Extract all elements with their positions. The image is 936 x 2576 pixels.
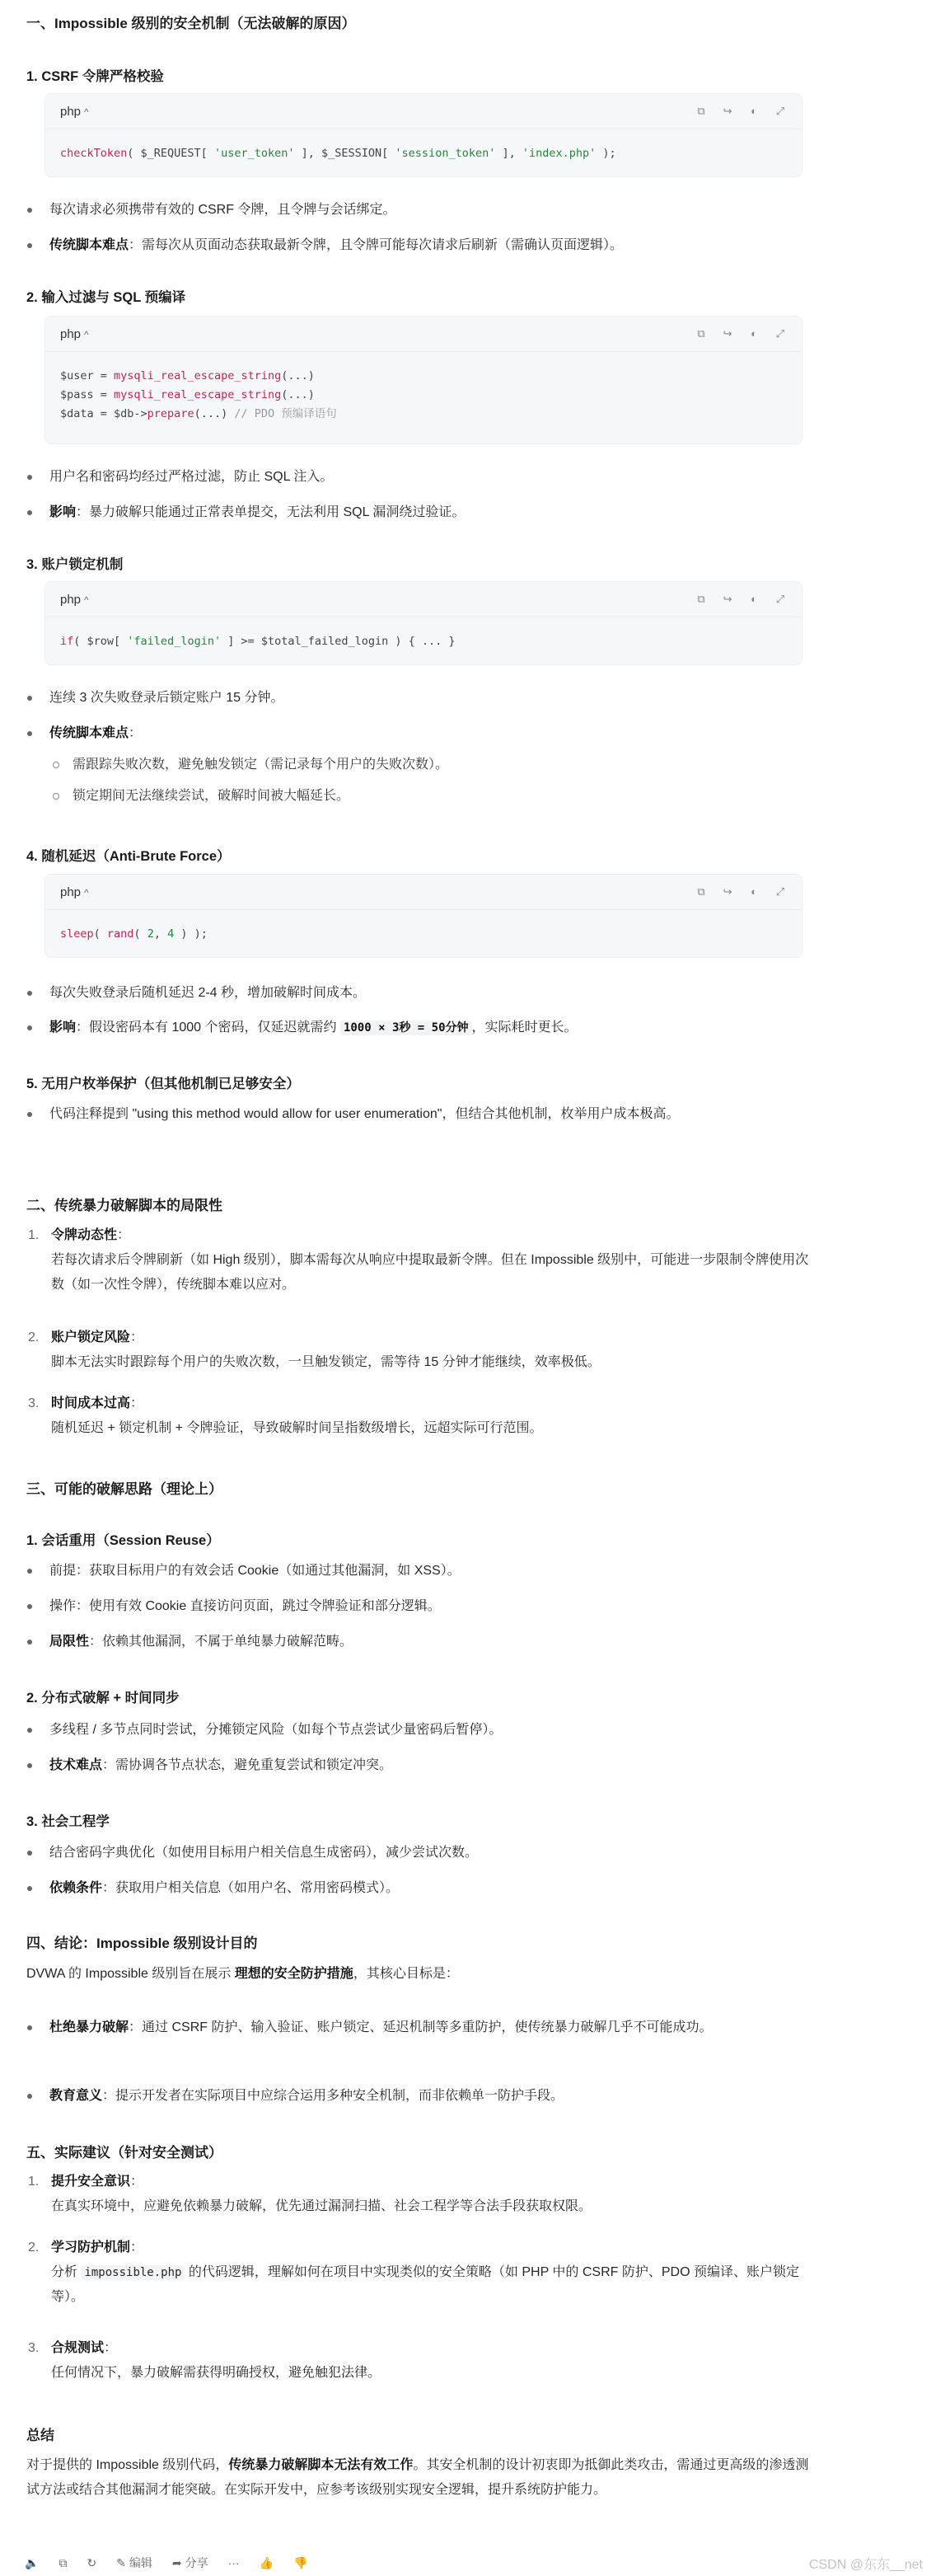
theme-icon[interactable]: ◐ [751,885,757,898]
language-toggle[interactable]: php ^ [60,326,89,341]
thumbs-up-icon[interactable]: 👍 [259,2555,274,2569]
section-3-title: 三、可能的破解思路（理论上） [26,1481,222,1497]
delay-heading: 4. 随机延迟（Anti-Brute Force） [26,849,231,864]
wrap-icon[interactable]: ↪ [723,105,732,117]
response-toolbar [25,2555,308,2571]
code-content: $user = mysqli_real_escape_string(...) $pass = mysqli_real_escape_string(...) $data = $db->prepare(...) // PDO 预编译语句 [60,369,337,420]
code-content: sleep( rand( 2, 4 ) ); [60,927,208,941]
code-header [45,582,802,617]
wrap-icon[interactable]: ↪ [723,885,732,898]
section-1-title: 一、Impossible 级别的安全机制（无法破解的原因） [26,16,356,31]
copy-icon[interactable]: ⧉ [58,2555,68,2569]
edit-icon: ✎ [116,2555,126,2569]
list-item: 前提：获取目标用户的有效会话 Cookie（如通过其他漏洞，如 XSS）。 [49,1559,807,1584]
section-5-title: 五、实际建议（针对安全测试） [26,2145,222,2161]
social-heading: 3. 社会工程学 [26,1814,110,1829]
language-toggle[interactable]: php ^ [60,884,89,899]
expand-icon[interactable]: ⤢ [775,885,785,898]
session-heading: 1. 会话重用（Session Reuse） [26,1533,220,1548]
list-item: 2. 学习防护机制： 分析 impossible.php 的代码逻辑，理解如何在项目中实现类似的安全策略（如 PHP 中的 CSRF 防护、PDO 预编译、账户锁定等）。 [28,2241,799,2304]
code-block-sql [44,316,803,444]
list-item: 传统脚本难点： [49,721,807,746]
copy-icon[interactable]: ⧉ [697,105,705,117]
list-item: 3. 时间成本过高： 随机延迟 + 锁定机制 + 令牌验证，导致破解时间呈指数级增长，远超实际可行范围。 [28,1396,543,1435]
code-block-delay [44,874,803,958]
list-item: 每次请求必须携带有效的 CSRF 令牌，且令牌与会话绑定。 [49,198,807,223]
list-item: 1. 提升安全意识： 在真实环境中，应避免依赖暴力破解，优先通过漏洞扫描、社会工程学等合法手段获取权限。 [28,2175,592,2213]
list-item: 教育意义：提示开发者在实际项目中应综合运用多种安全机制，而非依赖单一防护手段。 [49,2084,807,2109]
list-item: 影响：暴力破解只能通过正常表单提交，无法利用 SQL 漏洞绕过验证。 [49,500,807,525]
code-header [45,875,802,910]
share-button[interactable]: ➦ 分享 [171,2555,208,2569]
watermark: CSDN @东东__net [808,2558,923,2572]
list-item: 杜绝暴力破解：通过 CSRF 防护、输入验证、账户锁定、延迟机制等多重防护，使传统暴力破解几乎不可能成功。 [49,2015,807,2040]
code-header [45,317,802,352]
language-toggle[interactable]: php ^ [60,104,89,119]
list-item: 用户名和密码均经过严格过滤，防止 SQL 注入。 [49,465,807,490]
code-header [45,94,802,129]
expand-icon[interactable]: ⤢ [775,593,785,605]
sub-list-item: 需跟踪失败次数，避免触发锁定（需记录每个用户的失败次数）。 [73,753,806,777]
section-4-title: 四、结论：Impossible 级别设计目的 [26,1936,258,1951]
csrf-heading: 1. CSRF 令牌严格校验 [26,69,164,84]
wrap-icon[interactable]: ↪ [723,593,732,605]
copy-icon[interactable]: ⧉ [697,593,705,605]
speaker-icon[interactable]: 🔈 [25,2555,40,2569]
list-item: 代码注释提到 "using this method would allow for user enumeration"，但结合其他机制，枚举用户成本极高。 [49,1102,807,1127]
list-item: 影响：假设密码本有 1000 个密码，仅延迟就需约 1000 × 3秒 = 50分钟 ，实际耗时更长。 [49,1016,807,1040]
list-item: 多线程 / 多节点同时尝试，分摊锁定风险（如每个节点尝试少量密码后暂停）。 [49,1718,807,1743]
more-button[interactable]: ··· [227,2556,240,2569]
theme-icon[interactable]: ◐ [751,327,757,340]
expand-icon[interactable]: ⤢ [775,327,785,340]
list-item: 3. 合规测试： 任何情况下，暴力破解需获得明确授权，避免触犯法律。 [28,2341,381,2380]
summary-title: 总结 [26,2428,54,2443]
distributed-heading: 2. 分布式破解 + 时间同步 [26,1691,180,1706]
list-item: 2. 账户锁定风险： 脚本无法实时跟踪每个用户的失败次数，一旦触发锁定，需等待 15 分钟才能继续，效率极低。 [28,1330,601,1369]
copy-icon[interactable]: ⧉ [697,327,705,340]
list-item: 局限性：依赖其他漏洞，不属于单纯暴力破解范畴。 [49,1630,807,1654]
code-block-lockout [44,581,803,665]
edit-button[interactable]: ✎ 编辑 [116,2555,152,2569]
enumeration-heading: 5. 无用户枚举保护（但其他机制已足够安全） [26,1077,300,1091]
refresh-icon[interactable]: ↻ [87,2555,97,2569]
code-content: if( $row[ 'failed_login' ] >= $total_failed_login ) { ... } [60,635,456,648]
wrap-icon[interactable]: ↪ [723,327,732,340]
expand-icon[interactable]: ⤢ [775,105,785,117]
code-block-csrf [44,93,803,177]
sql-heading: 2. 输入过滤与 SQL 预编译 [26,290,186,305]
list-item: 连续 3 次失败登录后锁定账户 15 分钟。 [49,686,807,711]
language-toggle[interactable]: php ^ [60,592,89,607]
theme-icon[interactable]: ◐ [751,105,757,117]
code-content: checkToken( $_REQUEST[ 'user_token' ], $_SESSION[ 'session_token' ], 'index.php' ); [60,147,616,160]
conclusion-paragraph: DVWA 的 Impossible 级别旨在展示 理想的安全防护措施，其核心目标是： [26,1967,459,1981]
summary-paragraph: 对于提供的 Impossible 级别代码，传统暴力破解脚本无法有效工作。其安全机制的设计初衷即为抵御此类攻击，需通过更高级的渗透测试方法或结合其他漏洞才能突破。在实际开发中，应参考该级别实现安全逻辑，提升系统防护能力。 [26,2458,809,2497]
lockout-heading: 3. 账户锁定机制 [26,557,124,572]
share-icon: ➦ [171,2555,182,2569]
theme-icon[interactable]: ◐ [751,593,757,605]
sub-list-item: 锁定期间无法继续尝试，破解时间被大幅延长。 [73,784,806,809]
copy-icon[interactable]: ⧉ [697,885,705,898]
list-item: 每次失败登录后随机延迟 2-4 秒，增加破解时间成本。 [49,981,807,1006]
list-item: 传统脚本难点：需每次从页面动态获取最新令牌，且令牌可能每次请求后刷新（需确认页面逻辑）。 [49,233,807,258]
list-item: 技术难点：需协调各节点状态，避免重复尝试和锁定冲突。 [49,1753,807,1778]
section-2-title: 二、传统暴力破解脚本的局限性 [26,1198,222,1213]
list-item: 1. 令牌动态性： 若每次请求后令牌刷新（如 High 级别），脚本需每次从响应中提取最新令牌。但在 Impossible 级别中，可能进一步限制令牌使用次数（如一次性令牌），传统脚本难以应对。 [28,1228,809,1292]
list-item: 依赖条件：获取用户相关信息（如用户名、常用密码模式）。 [49,1876,807,1901]
list-item: 结合密码字典优化（如使用目标用户相关信息生成密码），减少尝试次数。 [49,1841,807,1865]
thumbs-down-icon[interactable]: 👎 [293,2555,308,2569]
list-item: 操作：使用有效 Cookie 直接访问页面，跳过令牌验证和部分逻辑。 [49,1594,807,1619]
